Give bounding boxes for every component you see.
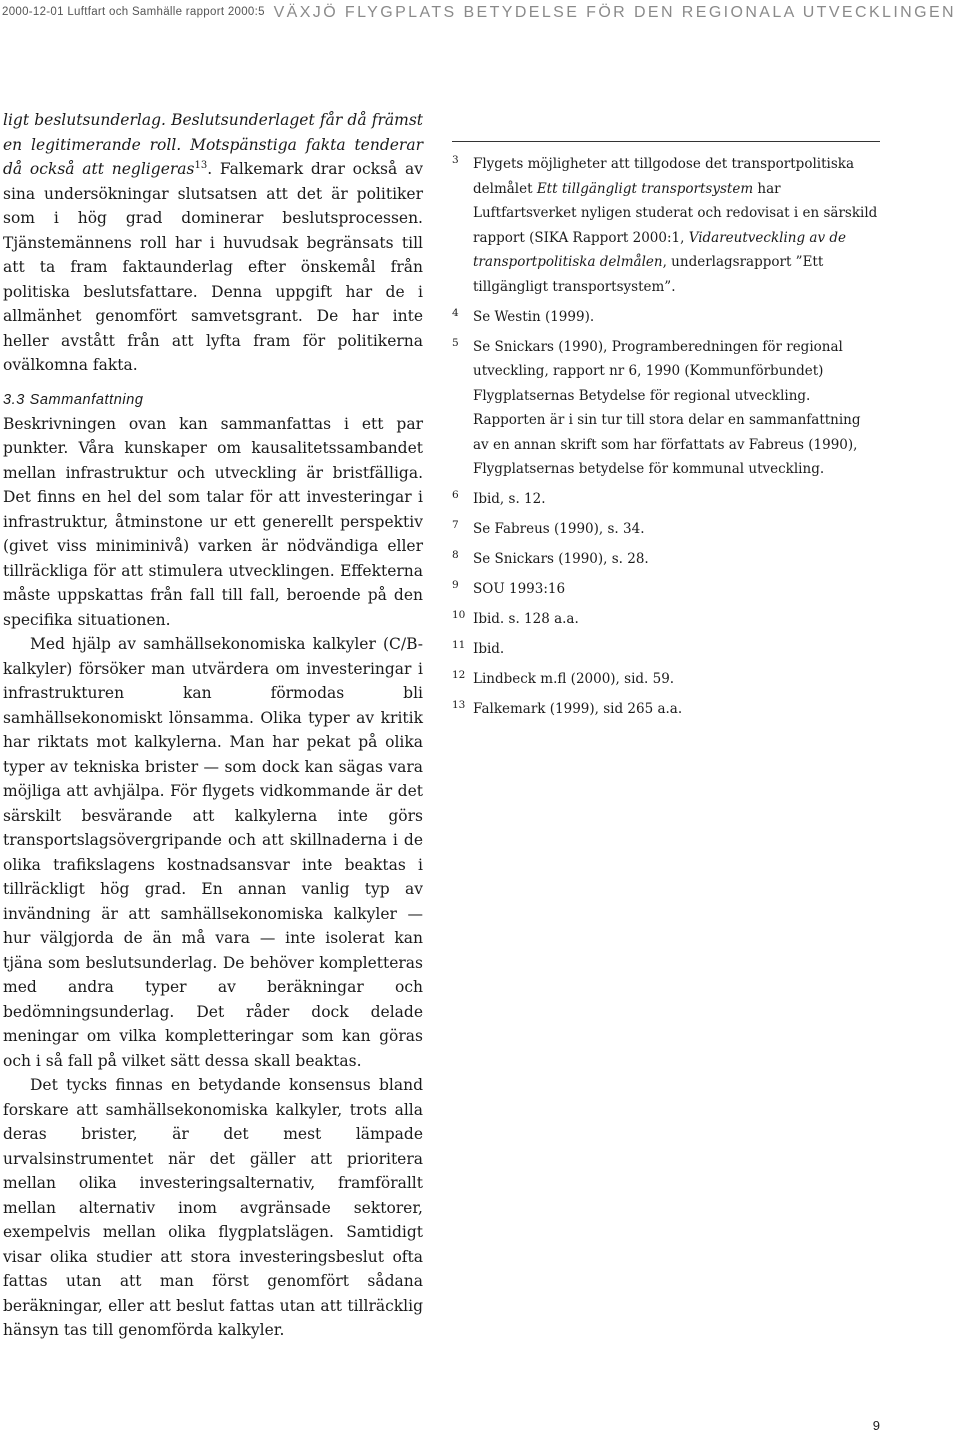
footnote-3 xyxy=(452,152,880,299)
main-text-column xyxy=(3,108,423,1343)
footnote-number: 8 xyxy=(452,549,459,561)
footnote-number: 11 xyxy=(452,639,466,651)
footnote-text: Ibid, s. 12. xyxy=(473,491,546,507)
footnote-text: Se Snickars (1990), s. 28. xyxy=(473,551,649,567)
footnote-text: Se Fabreus (1990), s. 34. xyxy=(473,521,645,537)
footnote-text: Falkemark (1999), sid 265 a.a. xyxy=(473,701,683,717)
intro-paragraph xyxy=(3,108,423,378)
footnote-5 xyxy=(452,335,880,482)
footnote-text: Ibid. s. 128 a.a. xyxy=(473,611,579,627)
footnote-ref-13: 13 xyxy=(194,159,208,171)
footnote-10 xyxy=(452,607,880,632)
summary-paragraph-2: Med hjälp av samhällsekonomiska kalkyler (C/B-kalkyler) försöker man utvärdera om investeringar i infrastrukturen kan förmodas bli samhällsekonomiskt lönsamma. Olika typer av kritik har riktats mot kalkylerna. Man har pekat på olika typer av tekniska brister — som dock kan sägas vara möjliga att avhjälpa. För flygets vidkommande är det särskilt besvärande att kalkylerna inte görs transportslagsövergripande och att skillnaderna i de olika trafikslagens kostnadsansvar inte beaktas i tillräckligt hög grad. En annan vanlig typ av invändning är att samhällsekonomiska kalkyler — hur välgjorda de än må vara — inte isolerat kan tjäna som beslutsunderlag. De behöver kompletteras med andra typer av beräkningar och bedömningsunderlag. Det råder dock delade meningar om vilka kompletteringar som kan göras och i så fall på vilket sätt dessa skall beaktas. xyxy=(3,635,423,1070)
summary-paragraph-1: Beskrivningen ovan kan sammanfattas i ett par punkter. Våra kunskaper om kausalitetssambandet mellan infrastruktur och utveckling är bristfälliga. Det finns en hel del som talar för att investeringar i infrastruktur, åtminstone ur ett generellt perspektiv (givet viss miniminivå) varken är nödvändiga eller tillräckliga för att stimulera utvecklingen. Effekterna måste uppskattas från fall till fall, beroende på den specifika situationen. xyxy=(3,414,423,629)
intro-text: . Falkemark drar också av sina undersökningar slutsatsen att det är politiker som i hög grad dominerar beslutsprocessen. Tjänstemännens roll har i huvudsak begränsats till att ta fram faktaunderlag efter önskemål från politiska beslutsfattare. Denna uppgift har de i allmänhet genomfört samvetsgrant. De har inte heller avstått från att lyfta fram för politikerna ovälkomna fakta. xyxy=(3,160,423,374)
footnote-number: 6 xyxy=(452,489,459,501)
footnote-text: Ibid. xyxy=(473,641,505,657)
footnote-8 xyxy=(452,547,880,572)
footnote-number: 5 xyxy=(452,336,459,349)
footnote-text: Lindbeck m.fl (2000), sid. 59. xyxy=(473,671,675,687)
footnote-divider xyxy=(452,141,880,142)
footnote-number: 9 xyxy=(452,579,459,591)
footnote-number: 12 xyxy=(452,669,466,681)
footnote-number: 3 xyxy=(452,154,459,166)
footnote-number: 13 xyxy=(452,699,466,711)
footnote-text: SOU 1993:16 xyxy=(473,581,566,597)
header-title: VÄXJÖ FLYGPLATS BETYDELSE FÖR DEN REGIONALA UTVECKLINGEN xyxy=(273,4,956,21)
footnote-text: Se Westin (1999). xyxy=(473,308,595,325)
footnote-11 xyxy=(452,637,880,662)
summary-paragraph-3: Det tycks finnas en betydande konsensus bland forskare att samhällsekonomiska kalkyler, trots alla deras brister, är det mest lämpade urvalsinstrumentet när det gäller att prioritera mellan olika investeringsalternativ, framförallt mellan alternativ inom avgränsade sektorer, exempelvis mellan olika flygplatslägen. Samtidigt visar olika studier att stora investeringsbeslut ofta fattas utan att man först genomfört sådana beräkningar, eller att beslut fattas utan att tillräcklig hänsyn tas till genomförda kalkyler. xyxy=(3,1076,423,1339)
intro-italic-text: ligt beslutsunderlag. Beslutsunderlaget får då främst en legitimerande roll. Motspänstiga fakta tenderar då också att negligeras xyxy=(3,111,423,178)
page-number: 9 xyxy=(872,1418,880,1433)
footnote-text: Se Snickars (1990), Programberedningen för regional utveckling, rapport nr 6, 1990 (Kommunförbundet) Flygplatsernas Betydelse för regional utveckling. Rapporten är i sin tur till stora delar en sammanfattning av en annan skrift som har författats av Fabreus (1990), Flygplatsernas betydelse för kommunal utveckling. xyxy=(473,338,861,477)
header-date-report: 2000-12-01 Luftfart och Samhälle rapport 2000:5 xyxy=(2,6,265,18)
footnote-9 xyxy=(452,577,880,602)
footnote-number: 7 xyxy=(452,519,459,531)
footnote-4 xyxy=(452,305,880,330)
footnote-text: Flygets möjligheter att tillgodose det transportpolitiska delmålet Ett tillgängligt transportsystem har Luftfartsverket nyligen studerat och redovisat i en särskild rapport (SIKA Rapport 2000:1, Vidareutveckling av de transportpolitiska delmålen, underlagsrapport ”Ett tillgängligt transportsystem”. xyxy=(473,156,878,295)
footnote-13 xyxy=(452,697,880,722)
footnotes-column xyxy=(452,141,880,727)
footnote-number: 10 xyxy=(452,609,466,621)
section-heading: 3.3 Sammanfattning xyxy=(3,391,144,408)
footnote-7 xyxy=(452,517,880,542)
footnote-12 xyxy=(452,667,880,692)
footnote-number: 4 xyxy=(452,306,459,319)
footnote-6 xyxy=(452,487,880,512)
page-header xyxy=(0,4,960,24)
